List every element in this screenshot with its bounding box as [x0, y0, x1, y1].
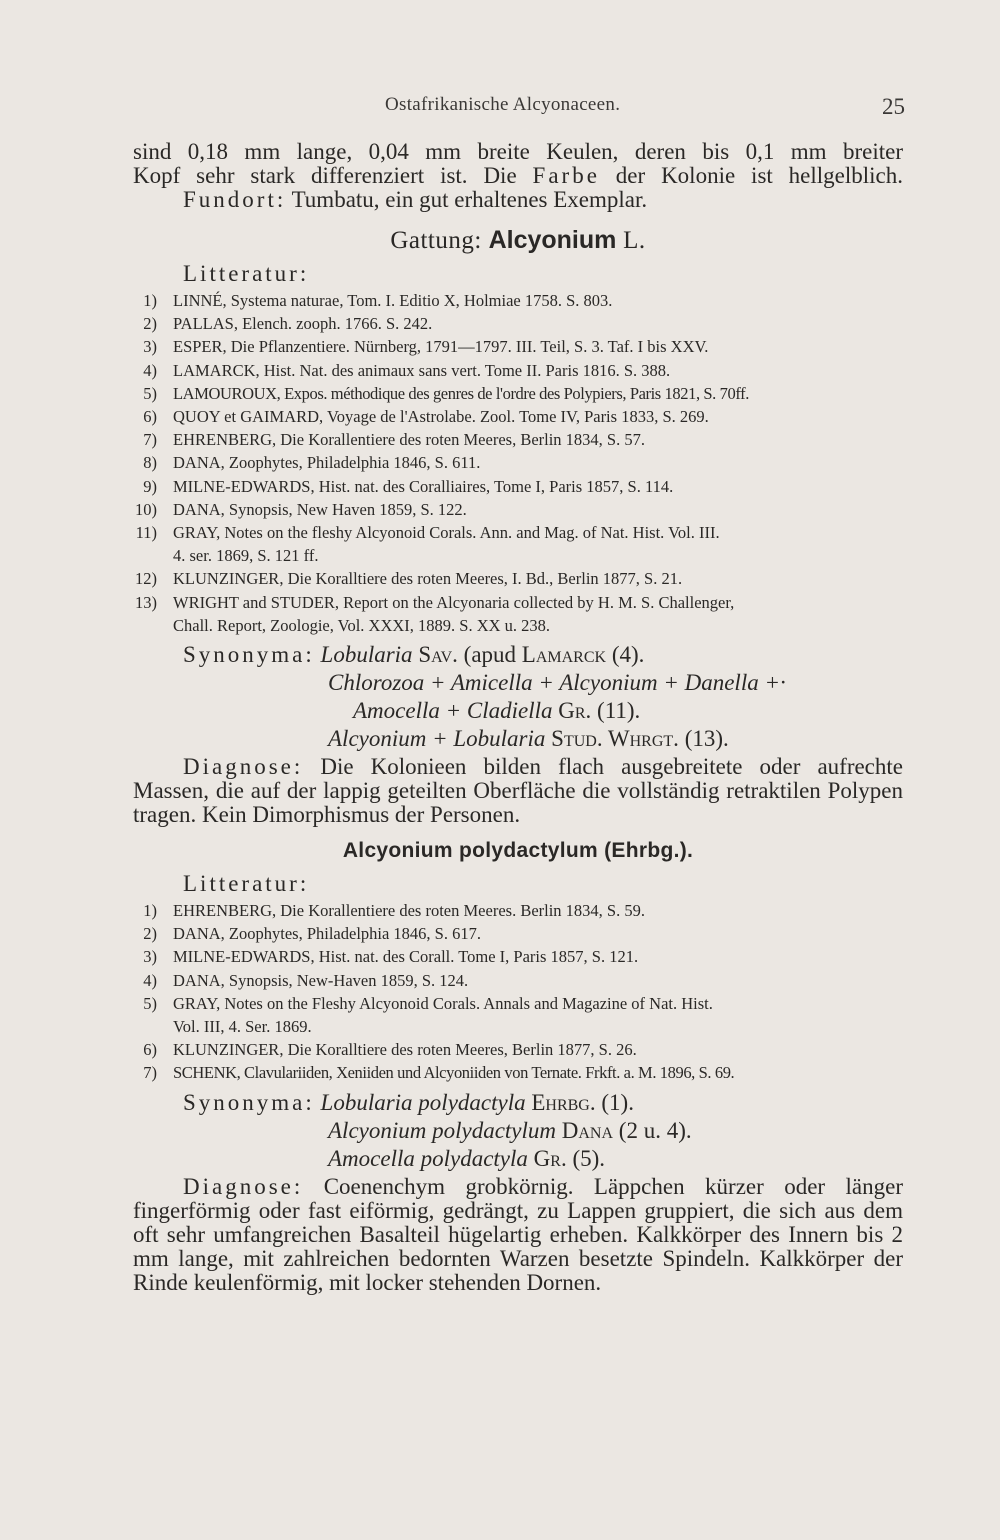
genus-author: L. [616, 227, 646, 254]
diagnose-paragraph-2 [133, 1175, 903, 1295]
intro-paragraph-2 [133, 164, 903, 188]
reference-text: SCHENK, Clavulariiden, Xeniiden und Alcyoniiden von Ternate. Frkft. a. M. 1896, S. 69. [173, 1063, 735, 1083]
farbe-term: Farbe [532, 163, 600, 188]
reference-text: MILNE-EDWARDS, Hist. nat. des Coralliaires, Tome I, Paris 1857, S. 114. [173, 476, 674, 496]
reference-item [133, 567, 903, 590]
running-title: Ostafrikanische Alcyonaceen. [385, 94, 621, 115]
reference-item [133, 289, 903, 312]
reference-text: ESPER, Die Pflanzentiere. Nürnberg, 1791—1797. III. Teil, S. 3. Taf. I bis XXV. [173, 337, 709, 357]
synonym-author: Stud. Whrgt. [551, 726, 679, 752]
synonym-author: Ehrbg. [531, 1089, 596, 1115]
reference-text: DANA, Zoophytes, Philadelphia 1846, S. 617. [173, 924, 481, 944]
synonym-line [133, 725, 903, 753]
reference-text: DANA, Zoophytes, Philadelphia 1846, S. 611. [173, 453, 481, 473]
synonyma-label: Synonyma: [183, 1089, 315, 1115]
reference-number: 4) [143, 360, 157, 380]
intro-line-1: sind 0,18 mm lange, 0,04 mm breite Keulen, deren bis 0,1 mm breiter [133, 139, 903, 164]
synonym-text: (13). [678, 726, 729, 752]
synonym-name: Amocella polydactyla [328, 1145, 528, 1171]
reference-number: 7) [143, 1063, 157, 1083]
reference-text: LINNÉ, Systema naturae, Tom. I. Editio X, Holmiae 1758. S. 803. [173, 291, 613, 310]
species-heading: Alcyonium polydactylum (Ehrbg.). [342, 839, 694, 863]
diagnose-label: Diagnose: [183, 1173, 304, 1199]
genus-heading [133, 226, 903, 255]
page-number: 25 [882, 94, 905, 119]
synonym-author: Sav. [418, 642, 458, 668]
diagnose-text: Die Kolonieen bilden flach ausgebreitete oder aufrechte Massen, die auf der lappig geteilten Oberfläche die vollständig retraktilen Polypen tragen. Kein Dimorphismus der Personen. [133, 754, 903, 828]
synonym-text: (apud [457, 642, 522, 668]
reference-number: 7) [143, 430, 157, 450]
synonym-text: (2 u. 4). [613, 1117, 692, 1143]
reference-continuation: 4. ser. 1869, S. 121 ff. [173, 546, 319, 566]
genus-name: Alcyonium [488, 226, 617, 254]
diagnose-text: Coenenchym grobkörnig. Läppchen kürzer oder länger fingerförmig oder fast eiförmig, gedrängt, zu Lappen gruppiert, die sich aus dem oft sehr umfangreichen Basalteil hügelartig erheben. Kalkkörper des Innern bis 2 mm lange, mit zahlreichen bedornten Warzen besetzte Spindeln. Kalkkörper der Rinde keulenförmig, mit locker stehenden Dornen. [133, 1173, 904, 1295]
synonym-name: Alcyonium + Lobularia [328, 726, 546, 752]
synonym-author: Lamarck [521, 642, 607, 668]
reference-item [133, 922, 903, 945]
reference-item [133, 1061, 903, 1084]
synonym-line [133, 1145, 903, 1173]
synonym-text: (5). [566, 1145, 606, 1171]
reference-number: 13) [135, 592, 157, 612]
reference-number: 11) [135, 523, 157, 543]
genus-prefix: Gattung: [390, 227, 489, 254]
reference-text: GRAY, Notes on the Fleshy Alcyonoid Corals. Annals and Magazine of Nat. Hist. [173, 993, 713, 1013]
reference-number: 9) [143, 476, 157, 496]
literatur-label-1: Litteratur: [183, 261, 310, 286]
reference-item [133, 521, 903, 567]
reference-continuation: Chall. Report, Zoologie, Vol. XXXI, 1889. S. XX u. 238. [173, 615, 551, 635]
reference-text: KLUNZINGER, Die Koralltiere des roten Meeres, I. Bd., Berlin 1877, S. 21. [173, 569, 683, 589]
reference-item [133, 335, 903, 358]
reference-text: GRAY, Notes on the fleshy Alcyonoid Corals. Ann. and Mag. of Nat. Hist. Vol. III. [173, 523, 720, 543]
reference-text: EHRENBERG, Die Korallentiere des roten Meeres, Berlin 1834, S. 57. [173, 430, 645, 450]
reference-number: 6) [143, 1040, 157, 1060]
reference-text: DANA, Synopsis, New Haven 1859, S. 122. [173, 499, 467, 519]
reference-text: KLUNZINGER, Die Koralltiere des roten Meeres, Berlin 1877, S. 26. [173, 1040, 637, 1060]
fundort-text: Tumbatu, ein gut erhaltenes Exemplar. [286, 187, 648, 212]
synonyma-line [133, 1089, 903, 1117]
reference-item [133, 945, 903, 968]
synonym-name: Amocella + Cladiella [353, 698, 553, 724]
reference-list-2 [133, 899, 903, 1085]
synonym-line [133, 669, 903, 697]
synonym-name: Alcyonium polydactylum [328, 1117, 557, 1143]
reference-number: 3) [143, 337, 157, 357]
fundort-label: Fundort: [183, 187, 287, 212]
reference-list-1 [133, 289, 903, 637]
diagnose-paragraph-1 [133, 755, 903, 827]
reference-text: WRIGHT and STUDER, Report on the Alcyonaria collected by H. M. S. Challenger, [173, 592, 735, 612]
synonyma-label: Synonyma: [183, 642, 315, 668]
reference-number: 8) [143, 453, 157, 473]
reference-number: 2) [143, 924, 157, 944]
literatur-label-2: Litteratur: [183, 871, 310, 897]
synonym-name: Lobularia [320, 642, 413, 668]
page-header [0, 94, 1000, 124]
synonym-author: Gr. [533, 1145, 567, 1171]
intro-line-2a: Kopf sehr stark differenziert ist. Die [133, 163, 533, 188]
reference-number: 5) [143, 383, 157, 403]
reference-number: 4) [143, 970, 157, 990]
reference-item [133, 498, 903, 521]
reference-number: 6) [143, 407, 157, 427]
synonym-text: (11). [591, 698, 641, 724]
synonym-line [133, 697, 903, 725]
reference-number: 12) [135, 569, 157, 589]
reference-continuation: Vol. III, 4. Ser. 1869. [173, 1017, 312, 1037]
intro-paragraph [133, 140, 903, 164]
synonyma-block-1 [133, 641, 903, 753]
reference-item [133, 359, 903, 382]
reference-number: 3) [143, 947, 157, 967]
intro-line-2c: der Kolonie ist hellgelblich. [599, 163, 903, 188]
reference-item [133, 969, 903, 992]
reference-item [133, 451, 903, 474]
fundort-line [133, 188, 903, 212]
reference-item [133, 475, 903, 498]
reference-item [133, 312, 903, 335]
reference-item [133, 899, 903, 922]
reference-item [133, 591, 903, 637]
page-body [133, 140, 903, 1295]
reference-item [133, 992, 903, 1038]
synonym-text: (1). [595, 1089, 634, 1115]
reference-number: 2) [143, 314, 157, 334]
synonyma-block-2 [133, 1089, 903, 1173]
synonym-name: Lobularia polydactyla [320, 1089, 526, 1115]
reference-text: DANA, Synopsis, New-Haven 1859, S. 124. [173, 970, 469, 990]
reference-item [133, 428, 903, 451]
reference-text: LAMARCK, Hist. Nat. des animaux sans vert. Tome II. Paris 1816. S. 388. [173, 360, 671, 380]
reference-text: LAMOUROUX, Expos. méthodique des genres de l'ordre des Polypiers, Paris 1821, S. 70ff. [173, 383, 749, 403]
reference-number: 5) [143, 993, 157, 1013]
reference-text: PALLAS, Elench. zooph. 1766. S. 242. [173, 314, 433, 334]
synonym-line [133, 1117, 903, 1145]
reference-number: 1) [143, 901, 157, 921]
synonym-author: Gr. [558, 698, 592, 724]
reference-item [133, 1038, 903, 1061]
reference-text: QUOY et GAIMARD, Voyage de l'Astrolabe. Zool. Tome IV, Paris 1833, S. 269. [173, 407, 709, 427]
synonym-text: (4). [606, 642, 645, 668]
synonym-name: Chlorozoa + Amicella + Alcyonium + Danella +· [328, 670, 786, 696]
reference-text: MILNE-EDWARDS, Hist. nat. des Corall. Tome I, Paris 1857, S. 121. [173, 947, 639, 967]
reference-number: 10) [135, 499, 157, 519]
synonyma-line [133, 641, 903, 669]
reference-item [133, 382, 903, 405]
reference-number: 1) [143, 291, 157, 310]
reference-text: EHRENBERG, Die Korallentiere des roten Meeres. Berlin 1834, S. 59. [173, 901, 645, 921]
reference-item [133, 405, 903, 428]
diagnose-label: Diagnose: [183, 754, 304, 780]
synonym-author: Dana [561, 1117, 614, 1143]
